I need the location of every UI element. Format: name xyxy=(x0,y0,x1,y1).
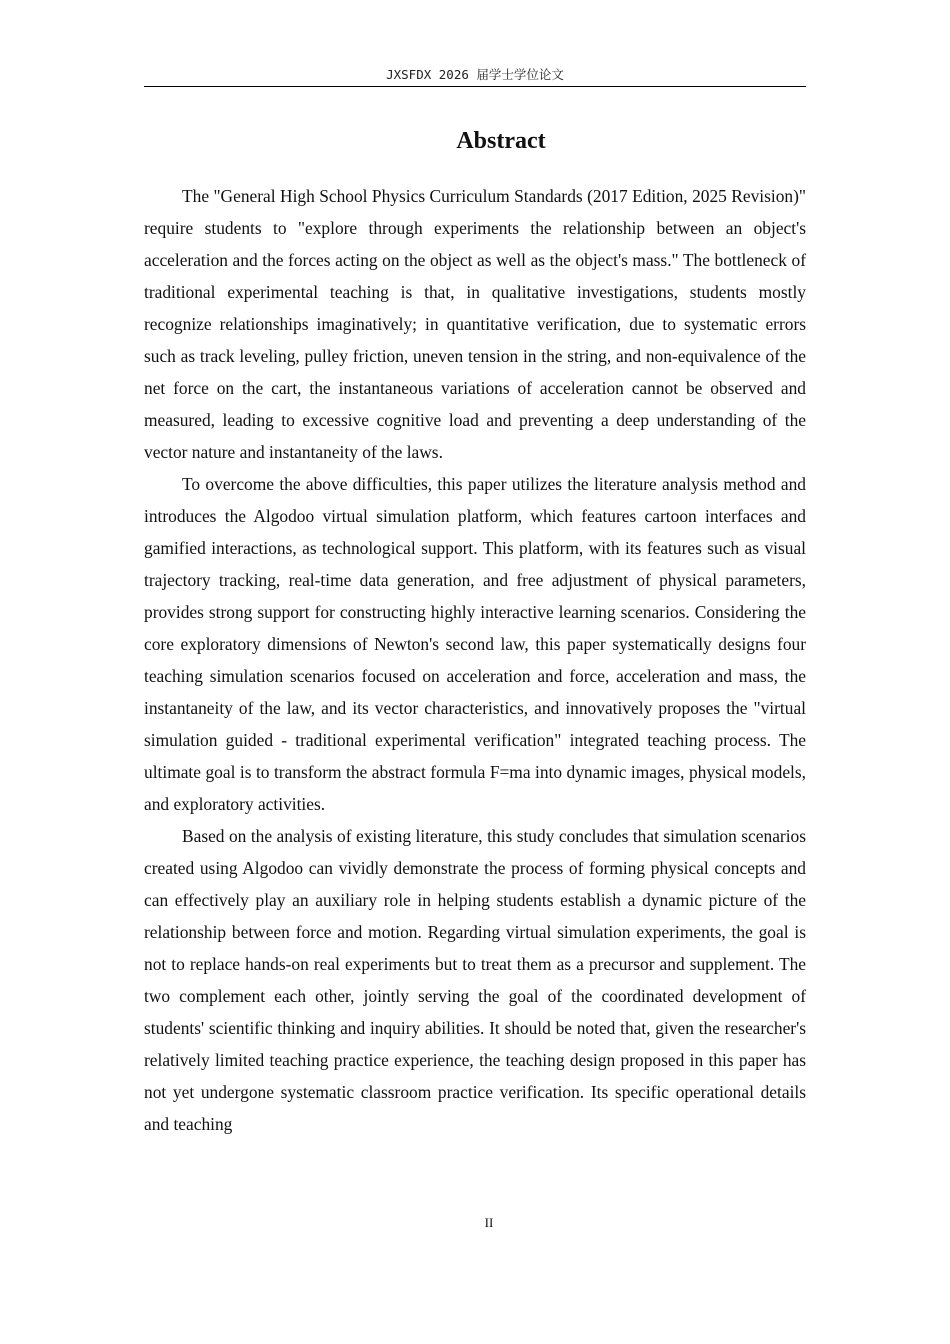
running-header xyxy=(144,66,806,87)
abstract-body xyxy=(144,180,806,1140)
abstract-paragraph-3: Based on the analysis of existing literature, this study concludes that simulation scenarios created using Algodoo can vividly demonstrate the process of forming physical concepts and can effectively play an auxiliary role in helping students establish a dynamic picture of the relationship between force and motion. Regarding virtual simulation experiments, the goal is not to replace hands-on real experiments but to treat them as a precursor and supplement. The two complement each other, jointly serving the goal of the coordinated development of students' scientific thinking and inquiry abilities. It should be noted that, given the researcher's relatively limited teaching practice experience, the teaching design proposed in this paper has not yet undergone systematic classroom practice verification. Its specific operational details and teaching xyxy=(144,826,806,1134)
abstract-paragraph-1: The "General High School Physics Curriculum Standards (2017 Edition, 2025 Revision)" require students to "explore through experiments the relationship between an object's acceleration and the forces acting on the object as well as the object's mass." The bottleneck of traditional experimental teaching is that, in qualitative investigations, students mostly recognize relationships imaginatively; in quantitative verification, due to systematic errors such as track leveling, pulley friction, uneven tension in the string, and non-equivalence of the net force on the cart, the instantaneous variations of acceleration cannot be observed and measured, leading to excessive cognitive load and preventing a deep understanding of the vector nature and instantaneity of the laws. xyxy=(144,186,806,462)
abstract-heading: Abstract xyxy=(456,128,546,154)
abstract-paragraph-2: To overcome the above difficulties, this paper utilizes the literature analysis method and introduces the Algodoo virtual simulation platform, which features cartoon interfaces and gamified interactions, as technological support. This platform, with its features such as visual trajectory tracking, real-time data generation, and free adjustment of physical parameters, provides strong support for constructing highly interactive learning scenarios. Considering the core exploratory dimensions of Newton's second law, this paper systematically designs four teaching simulation scenarios focused on acceleration and force, acceleration and mass, the instantaneity of the law, and its vector characteristics, and innovatively proposes the "virtual simulation guided - traditional experimental verification" integrated teaching process. The ultimate goal is to transform the abstract formula F=ma into dynamic images, physical models, and exploratory activities. xyxy=(144,474,806,814)
page-number: II xyxy=(484,1215,494,1230)
running-header-title: JXSFDX 2026 届学士学位论文 xyxy=(386,67,564,82)
